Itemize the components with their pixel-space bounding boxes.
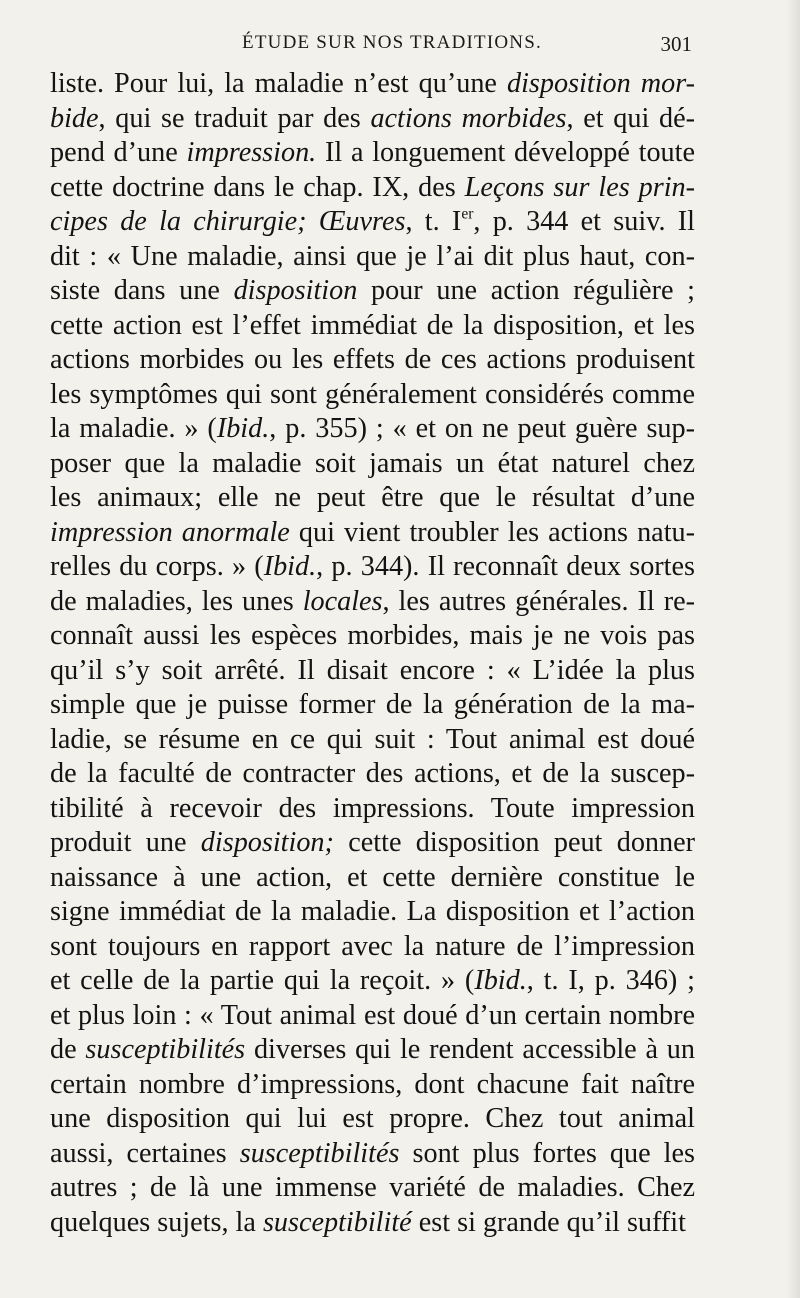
text-line: [50, 516, 695, 551]
text-segment: siste dans une: [50, 275, 234, 306]
text-segment: autres ; de là une immense variété de maladies. Chez: [50, 1172, 695, 1203]
page-number: 301: [660, 32, 692, 56]
italic-segment: bide: [50, 102, 99, 134]
text-segment: aussi, certaines: [50, 1137, 240, 1169]
text-segment: cette doctrine dans le chap. IX, des: [50, 171, 465, 203]
text-line: [50, 861, 695, 896]
text-segment: actions morbides ou les effets de ces actions produisent: [50, 344, 695, 375]
text-segment: , p. 344 et suiv. Il: [473, 206, 695, 237]
text-segment: poser que la maladie soit jamais un état naturel chez: [50, 447, 695, 479]
italic-segment: Ibid.: [474, 965, 527, 996]
italic-segment: cipes de la chirurgie; Œuvres: [50, 206, 406, 237]
text-segment: les animaux; elle ne peut être que le résultat d’une: [50, 482, 695, 513]
text-segment: ladie, se résume en ce qui suit : Tout animal est doué: [50, 723, 695, 755]
text-segment: pend d’une: [50, 137, 187, 168]
text-segment: relles du corps. » (: [50, 551, 264, 582]
italic-segment: Leçons sur les prin-: [464, 171, 696, 203]
text-segment: sont plus fortes que les: [399, 1137, 695, 1169]
text-segment: est si grande qu’il suffit: [411, 1206, 686, 1238]
text-segment: les symptômes qui sont généralement considérés comme: [50, 378, 695, 410]
text-line: [50, 999, 695, 1034]
text-line: [50, 826, 695, 861]
text-line: [50, 585, 695, 620]
text-segment: simple que je puisse former de la génération de la ma-: [50, 689, 695, 720]
text-segment: de maladies, les unes: [50, 585, 303, 617]
italic-segment: disposition mor-: [506, 68, 695, 99]
italic-segment: actions morbides: [370, 102, 567, 134]
text-line: [50, 1171, 695, 1206]
text-line: [50, 757, 695, 792]
italic-segment: locales: [302, 585, 383, 617]
superscript: er: [461, 205, 474, 223]
text-segment: qu’il s’y soit arrêté. Il disait encore : « L’idée la plus: [50, 654, 695, 686]
text-segment: , t. I, p. 346) ;: [526, 965, 695, 996]
text-segment: la maladie. » (: [50, 413, 217, 444]
italic-segment: Ibid.: [263, 551, 317, 582]
text-segment: qui vient troubler les actions natu-: [289, 516, 695, 548]
text-line: [50, 964, 695, 999]
text-segment: cette disposition peut donner: [333, 827, 695, 858]
text-segment: dit : « Une maladie, ainsi que je l’ai dit plus haut, con-: [50, 240, 695, 272]
text-line: [50, 1068, 695, 1103]
text-segment: tibilité à recevoir des impressions. Toute impression: [50, 792, 695, 824]
text-line: [50, 619, 695, 654]
italic-segment: susceptibilité: [262, 1206, 412, 1238]
text-line: [50, 240, 695, 275]
text-segment: , p. 355) ; « et on ne peut guère sup-: [269, 413, 695, 444]
running-head: [52, 32, 692, 58]
text-segment: signe immédiat de la maladie. La disposition et l’action: [50, 896, 695, 927]
text-segment: naissance à une action, et cette dernière constitue le: [50, 861, 695, 893]
text-segment: connaît aussi les espèces morbides, mais je ne vois pas: [50, 620, 695, 651]
text-line: [50, 1137, 695, 1172]
text-segment: certain nombre d’impressions, dont chacune fait naître: [50, 1068, 695, 1100]
text-line: [50, 930, 695, 965]
italic-segment: disposition;: [200, 827, 334, 858]
text-line: [50, 654, 695, 689]
text-line: [50, 67, 695, 102]
text-line: [50, 895, 695, 930]
text-segment: , et qui dé-: [566, 102, 695, 134]
text-line: [50, 550, 695, 585]
text-segment: de: [50, 1034, 86, 1065]
italic-segment: Ibid.: [216, 413, 270, 444]
italic-segment: susceptibilités: [85, 1034, 246, 1065]
text-segment: sont toujours en rapport avec la nature de l’impression: [50, 930, 695, 962]
text-segment: , p. 344). Il reconnaît deux sortes: [316, 551, 695, 582]
text-segment: Il a longuement développé toute: [316, 137, 695, 168]
text-segment: , qui se traduit par des: [98, 102, 371, 134]
body-text: [50, 67, 695, 1240]
text-line: [50, 102, 695, 137]
text-line: [50, 205, 695, 240]
text-line: [50, 378, 695, 413]
text-line: [50, 412, 695, 447]
text-segment: et plus loin : « Tout animal est doué d’un certain nombre: [50, 999, 695, 1031]
text-segment: quelques sujets, la: [50, 1206, 263, 1238]
italic-segment: impression anormale: [50, 516, 290, 548]
italic-segment: impression.: [186, 137, 317, 168]
text-line: [50, 1033, 695, 1068]
text-line: [50, 723, 695, 758]
text-segment: une disposition qui lui est propre. Chez tout animal: [50, 1103, 695, 1134]
text-segment: produit une: [50, 827, 201, 858]
text-line: [50, 309, 695, 344]
text-segment: et celle de la partie qui la reçoit. » (: [50, 965, 475, 996]
text-line: [50, 688, 695, 723]
text-segment: de la faculté de contracter des actions, et de la suscep-: [50, 758, 695, 789]
text-line: [50, 343, 695, 378]
text-line: [50, 1102, 695, 1137]
running-title: ÉTUDE SUR NOS TRADITIONS.: [242, 32, 542, 53]
text-line: [50, 447, 695, 482]
text-line: [50, 171, 695, 206]
text-segment: cette action est l’effet immédiat de la disposition, et les: [50, 309, 695, 341]
italic-segment: susceptibilités: [239, 1137, 400, 1169]
text-segment: , les autres générales. Il re-: [382, 585, 695, 617]
italic-segment: disposition: [233, 275, 358, 306]
text-line: [50, 274, 695, 309]
text-line: [50, 792, 695, 827]
text-segment: diverses qui le rendent accessible à un: [245, 1034, 695, 1065]
text-segment: liste. Pour lui, la maladie n’est qu’une: [50, 68, 507, 99]
text-segment: , t. I: [405, 206, 462, 237]
text-line: [50, 1206, 695, 1241]
text-segment: pour une action régulière ;: [357, 275, 695, 306]
text-line: [50, 136, 695, 171]
text-line: [50, 481, 695, 516]
